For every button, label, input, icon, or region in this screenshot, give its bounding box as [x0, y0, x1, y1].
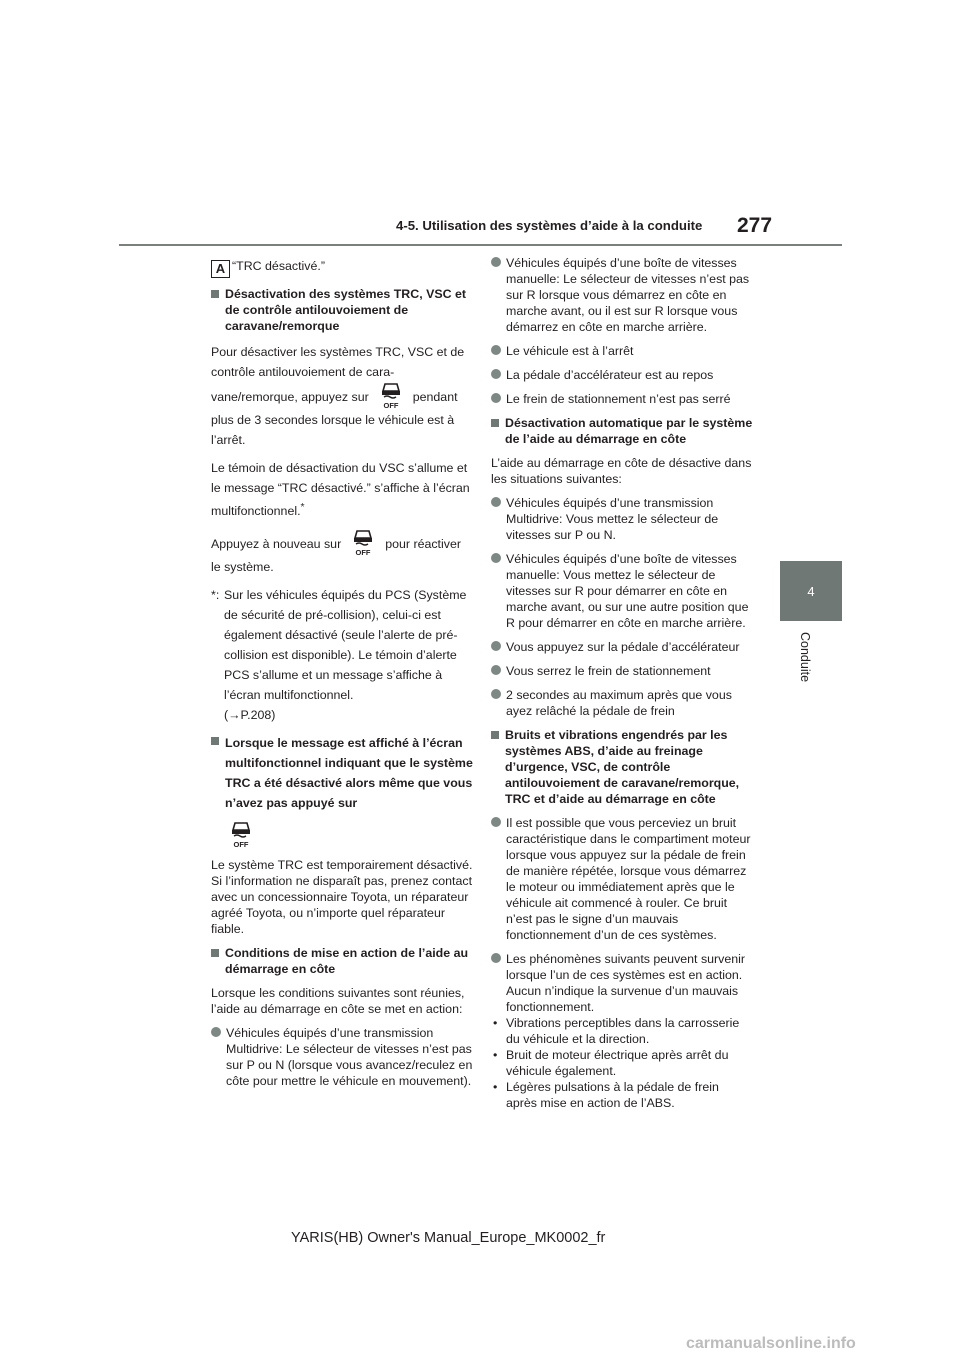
bullet-dot — [211, 1027, 221, 1037]
list-item — [491, 495, 753, 543]
watermark: carmanualsonline.info — [686, 1335, 856, 1352]
heading-auto-deactivation: Désactivation automatique par le système de l’aide au démarrage en côte — [491, 415, 753, 447]
paragraph-text: Le témoin de désactivation du VSC s’allume et le message “TRC désactivé.” s’affiche à l’écran multifonctionnel. — [211, 461, 470, 519]
sub-list-item-text: Légères pulsations à la pédale de frein après mise en action de l’ABS. — [506, 1080, 719, 1110]
sub-list-item-text: Bruit de moteur électrique après arrêt du véhicule également. — [506, 1048, 729, 1078]
list-item-text: Il est possible que vous perceviez un bruit caractéristique dans le compartiment moteur lorsque vous appuyez sur la pédale de frein de manière répétée, lorsque vous démarrez le moteur ou immédiatement après que le véhicule ait commencé à rouler. Ce bruit n’est pas le signe d’un mauvais fonctionnement d’un de ces systèmes. — [506, 816, 751, 942]
chapter-label: Conduite — [798, 632, 812, 683]
bullet-dot — [491, 553, 501, 563]
paragraph-deactivate — [211, 342, 473, 450]
sub-list-item — [491, 1047, 753, 1079]
bullet-dot — [491, 345, 501, 355]
bullet-dot — [491, 641, 501, 651]
caption-text: “TRC désactivé.” — [232, 259, 325, 273]
sub-list-item — [491, 1015, 753, 1047]
vsc-off-icon — [379, 382, 403, 410]
bullet-dot — [491, 369, 501, 379]
list-item — [491, 343, 753, 359]
paragraph-text: Appuyez à nouveau sur — [211, 537, 342, 552]
svg-text:OFF: OFF — [233, 840, 249, 850]
dash-marker: • — [493, 1080, 498, 1094]
list-item — [491, 367, 753, 383]
paragraph-trc-temporary: Le système TRC est temporairement désactivé. Si l’information ne disparaît pas, prenez contact avec un concessionnaire Toyota, un réparateur agréé Toyota, ou n’importe quel réparateur fiable. — [211, 858, 473, 937]
list-item — [491, 687, 753, 719]
dash-marker: • — [493, 1016, 498, 1030]
list-item-text: Le véhicule est à l’arrêt — [506, 344, 634, 358]
heading-deactivation: Désactivation des systèmes TRC, VSC et de contrôle antilouvoiement de caravane/remorque — [211, 286, 473, 334]
sub-list-item-text: Vibrations perceptibles dans la carrosserie du véhicule et la direction. — [506, 1016, 740, 1046]
vsc-off-icon — [351, 529, 375, 557]
paragraph-text: pendant plus de 3 secondes lorsque le véhicule est à l’arrêt. — [211, 390, 458, 447]
chapter-tab — [780, 561, 842, 621]
bullet-dot — [491, 393, 501, 403]
list-item — [491, 639, 753, 655]
left-column — [211, 258, 473, 1097]
sub-list-item — [491, 1079, 753, 1111]
list-item-text: Vous appuyez sur la pédale d’accélérateur — [506, 640, 740, 654]
list-item-text: Véhicules équipés d’une transmission Multidrive: Le sélecteur de vitesses n’est pas sur P ou N (lorsque vous avancez/reculez en côte pour mettre le véhicule en mouvement). — [226, 1026, 473, 1089]
chapter-number: 4 — [807, 583, 815, 599]
list-item — [491, 951, 753, 1015]
footnote-text: Sur les véhicules équipés du PCS (Système de sécurité de pré-collision), celui-ci est également désactivé (seule l’alerte de pré-collision est disponible). Le témoin d’alerte PCS s’allume et un message s’affiche à l’écran multifonctionnel. — [224, 588, 467, 703]
heading-message-displayed: Lorsque le message est affiché à l’écran multifonctionnel indiquant que le système TRC a été désactivé alors même que vous n’avez pas appuyé sur — [211, 733, 473, 813]
list-item-text: Vous serrez le frein de stationnement — [506, 664, 711, 678]
paragraph-text: pour réactiver le système. — [211, 537, 461, 575]
page-number: 277 — [737, 214, 773, 237]
footnote — [211, 585, 473, 725]
section-title: 4-5. Utilisation des systèmes d’aide à la conduite — [396, 218, 703, 233]
list-item-text: Véhicules équipés d’une transmission Multidrive: Vous mettez le sélecteur de vitesses sur P ou N. — [506, 496, 719, 542]
list-item-text: Le frein de stationnement n’est pas serré — [506, 392, 731, 406]
bullet-dot — [491, 497, 501, 507]
list-item-text: Véhicules équipés d’une boîte de vitesses manuelle: Vous mettez le sélecteur de vitesses sur R pour démarrer en côte en marche avant, ou sur une autre position que R pour démarrer en côte en marche arrière. — [506, 552, 749, 630]
heading-hill-start-conditions: Conditions de mise en action de l’aide au démarrage en côte — [211, 945, 473, 977]
bullet-dot — [491, 953, 501, 963]
list-item-text: La pédale d’accélérateur est au repos — [506, 368, 714, 382]
illustration-caption — [211, 258, 473, 278]
footnote-marker: *: — [211, 588, 220, 603]
paragraph-text: Pour désactiver les systèmes TRC, VSC et de contrôle antilouvoiement de cara-vane/remorque, appuyez sur — [211, 345, 465, 404]
footnote-star: * — [300, 502, 305, 513]
list-item-text: Les phénomènes suivants peuvent survenir lorsque l’un de ces systèmes est en action. Aucun n’indique la survenue d’un mauvais fonctionnement. — [506, 952, 746, 1014]
svg-text:OFF: OFF — [355, 548, 371, 558]
list-item — [491, 815, 753, 943]
list-item — [491, 663, 753, 679]
vsc-off-icon — [229, 821, 253, 849]
bullet-dot — [491, 689, 501, 699]
list-item — [491, 551, 753, 631]
paragraph-reactivate — [211, 529, 473, 577]
right-column — [491, 255, 753, 1111]
paragraph-indicator — [211, 458, 473, 521]
callout-a-label: A — [211, 260, 230, 278]
list-item — [491, 255, 753, 335]
paragraph-conditions: Lorsque les conditions suivantes sont réunies, l’aide au démarrage en côte se met en action: — [211, 986, 465, 1017]
header-rule — [119, 244, 842, 246]
footer-manual-id: YARIS(HB) Owner's Manual_Europe_MK0002_fr — [291, 1230, 606, 1246]
paragraph-deactivation-situations: L’aide au démarrage en côte de désactive dans les situations suivantes: — [491, 456, 752, 486]
list-item — [491, 391, 753, 407]
list-item-text: Véhicules équipés d’une boîte de vitesses manuelle: Le sélecteur de vitesses n’est pas sur R lorsque vous démarrez en côte en marche avant, ou il est sur R lorsque vous démarrez en côte en marche arrière. — [506, 256, 750, 334]
heading-noise-vibration: Bruits et vibrations engendrés par les systèmes ABS, d’aide au freinage d’urgence, VSC, de contrôle antilouvoiement de caravane/remorque, TRC et d’aide au démarrage en côte — [491, 727, 753, 807]
list-item — [211, 1025, 473, 1089]
dash-marker: • — [493, 1048, 498, 1062]
bullet-dot — [491, 665, 501, 675]
page-reference: (→P.208) — [224, 708, 276, 723]
svg-text:OFF: OFF — [383, 401, 399, 410]
bullet-dot — [491, 817, 501, 827]
bullet-dot — [491, 257, 501, 267]
list-item-text: 2 secondes au maximum après que vous ayez relâché la pédale de frein — [506, 688, 732, 718]
